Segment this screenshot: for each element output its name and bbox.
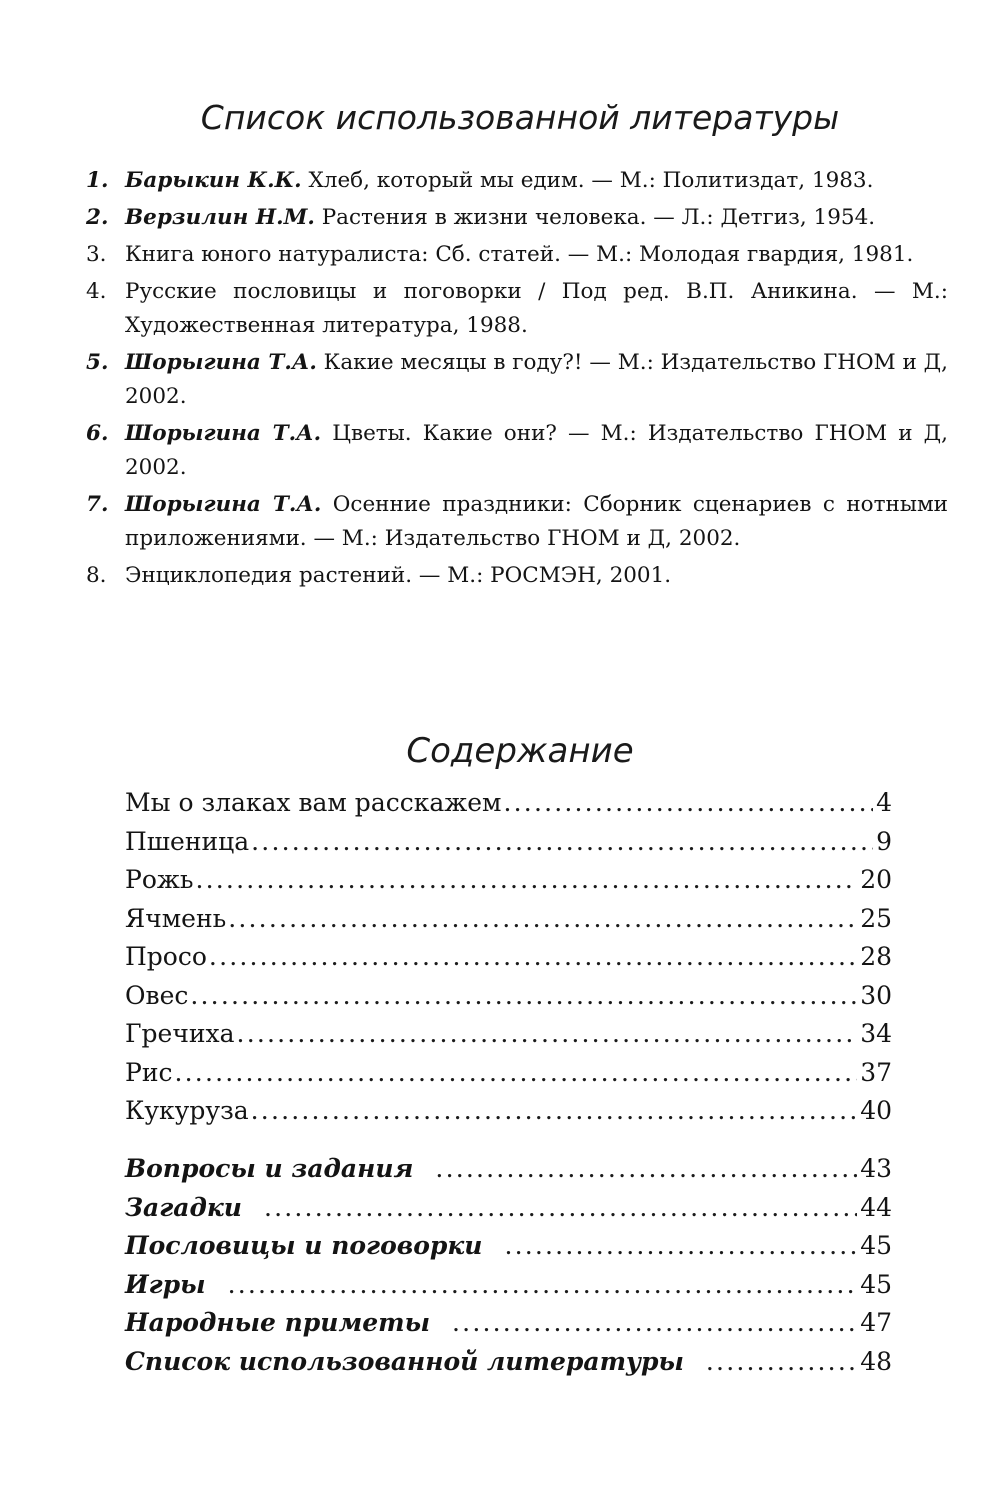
contents-entry[interactable] — [125, 900, 892, 939]
contents-entry-label: Пшеница — [125, 826, 250, 856]
dot-leader — [251, 1092, 858, 1130]
contents-entry-page: 45 — [860, 1231, 892, 1260]
dot-leader — [435, 1150, 857, 1188]
contents-entry[interactable] — [125, 1189, 892, 1228]
contents-entry[interactable] — [125, 823, 892, 862]
contents-entry-label: Народные приметы — [125, 1308, 431, 1337]
dot-leader — [195, 861, 857, 899]
bibliography-item-author: Шорыгина Т.А. — [125, 421, 322, 446]
bibliography-item — [0, 164, 1000, 198]
contents-entry-label: Просо — [125, 942, 207, 971]
dot-leader — [175, 1054, 858, 1092]
dot-leader — [452, 1304, 857, 1342]
contents-entry-page: 9 — [876, 826, 892, 856]
contents-entry-label: Список использованной литературы — [125, 1346, 684, 1376]
contents-entry-page: 20 — [860, 865, 892, 894]
contents-entry-page: 4 — [876, 788, 892, 817]
contents-entry-page: 45 — [860, 1269, 892, 1299]
contents-entry[interactable] — [125, 977, 892, 1016]
dot-leader — [706, 1343, 857, 1381]
bibliography-item — [0, 238, 1000, 272]
contents-entry-label: Кукуруза — [125, 1096, 249, 1125]
bibliography-item-number: 1. — [86, 168, 109, 193]
contents-entry-page: 47 — [860, 1308, 892, 1337]
bibliography-item-text: Осенние праздники: Сборник сценариев с нотными приложениями. — М.: Издательство ГНОМ и Д, 2002. — [125, 492, 949, 551]
contents-entry-page: 48 — [860, 1346, 892, 1376]
bibliography-item-number: 5. — [86, 350, 109, 375]
dot-leader — [504, 784, 874, 822]
dot-leader — [228, 1266, 858, 1304]
bibliography-item-text: Цветы. Какие они? — М.: Издательство ГНОМ и Д, 2002. — [125, 421, 948, 480]
contents-main-list — [125, 784, 892, 1131]
contents-entry-label: Ячмень — [125, 903, 227, 933]
bibliography-item-author: Барыкин К.К. — [125, 168, 302, 193]
contents-entry[interactable] — [125, 938, 892, 977]
bibliography-item-text: Растения в жизни человека. — Л.: Детгиз, 1954. — [314, 205, 876, 230]
contents-entry-label: Гречиха — [125, 1019, 235, 1048]
bibliography-title: Список использованной литературы — [200, 98, 840, 137]
bibliography-item-author: Шорыгина Т.А. — [125, 492, 322, 517]
bibliography-item-text: Книга юного натуралиста: Сб. статей. — М.: Молодая гвардия, 1981. — [125, 242, 914, 267]
bibliography-item-number: 6. — [86, 421, 109, 446]
bibliography-item-author: Верзилин Н.М. — [125, 205, 315, 230]
contents-entry[interactable] — [125, 1227, 892, 1266]
contents-entry[interactable] — [125, 861, 892, 900]
contents-entry-label: Вопросы и задания — [125, 1154, 414, 1183]
contents-entry[interactable] — [125, 1304, 892, 1343]
bibliography-item-text: Какие месяцы в году?! — М.: Издательство ГНОМ и Д, 2002. — [125, 350, 948, 409]
dot-leader — [237, 1015, 858, 1053]
bibliography-item-author: Шорыгина Т.А. — [125, 350, 317, 375]
bibliography-item-number: 7. — [86, 492, 109, 517]
dot-leader — [264, 1189, 857, 1227]
contents-entry-label: Рис — [125, 1057, 173, 1087]
contents-entry-page: 44 — [860, 1192, 892, 1222]
contents-entry-label: Овес — [125, 980, 189, 1010]
contents-entry-page: 37 — [860, 1057, 892, 1087]
contents-entry-label: Рожь — [125, 865, 194, 894]
contents-entry[interactable] — [125, 1343, 892, 1382]
bibliography-item — [0, 201, 1000, 235]
bibliography-item-text: Русские пословицы и поговорки / Под ред. В.П. Аникина. — М.: Художественная литература, 1988. — [125, 279, 948, 338]
bibliography-item — [0, 559, 1000, 593]
dot-leader — [209, 938, 857, 976]
contents-extra-list — [125, 1150, 892, 1381]
bibliography-item-text: Хлеб, который мы едим. — М.: Политиздат, 1983. — [301, 168, 874, 193]
dot-leader — [251, 823, 873, 861]
bibliography-list — [0, 164, 1000, 596]
contents-entry[interactable] — [125, 1092, 892, 1131]
contents-entry-label: Пословицы и поговорки — [125, 1231, 483, 1260]
contents-title: Содержание — [406, 731, 634, 771]
bibliography-item — [0, 275, 1000, 343]
contents-entry-page: 28 — [860, 942, 892, 971]
bibliography-item-number: 3. — [86, 242, 107, 267]
dot-leader — [190, 977, 857, 1015]
bibliography-item-number: 4. — [86, 279, 107, 304]
contents-entry[interactable] — [125, 1015, 892, 1054]
bibliography-item — [0, 417, 1000, 485]
bibliography-item — [0, 346, 1000, 414]
bibliography-item-number: 8. — [86, 563, 107, 588]
contents-entry[interactable] — [125, 1054, 892, 1093]
contents-entry[interactable] — [125, 1266, 892, 1305]
contents-entry-label: Игры — [125, 1269, 206, 1299]
contents-entry[interactable] — [125, 784, 892, 823]
contents-entry-label: Мы о злаках вам расскажем — [125, 788, 502, 817]
contents-entry-label: Загадки — [125, 1192, 242, 1222]
contents-entry[interactable] — [125, 1150, 892, 1189]
contents-entry-page: 30 — [860, 980, 892, 1010]
contents-entry-page: 40 — [860, 1096, 892, 1125]
contents-entry-page: 25 — [860, 903, 892, 933]
contents-entry-page: 34 — [860, 1019, 892, 1048]
dot-leader — [504, 1227, 857, 1265]
dot-leader — [228, 900, 857, 938]
bibliography-item-number: 2. — [86, 205, 109, 230]
contents-entry-page: 43 — [860, 1154, 892, 1183]
bibliography-item — [0, 488, 1000, 556]
bibliography-item-text: Энциклопедия растений. — М.: РОСМЭН, 2001. — [125, 563, 672, 588]
